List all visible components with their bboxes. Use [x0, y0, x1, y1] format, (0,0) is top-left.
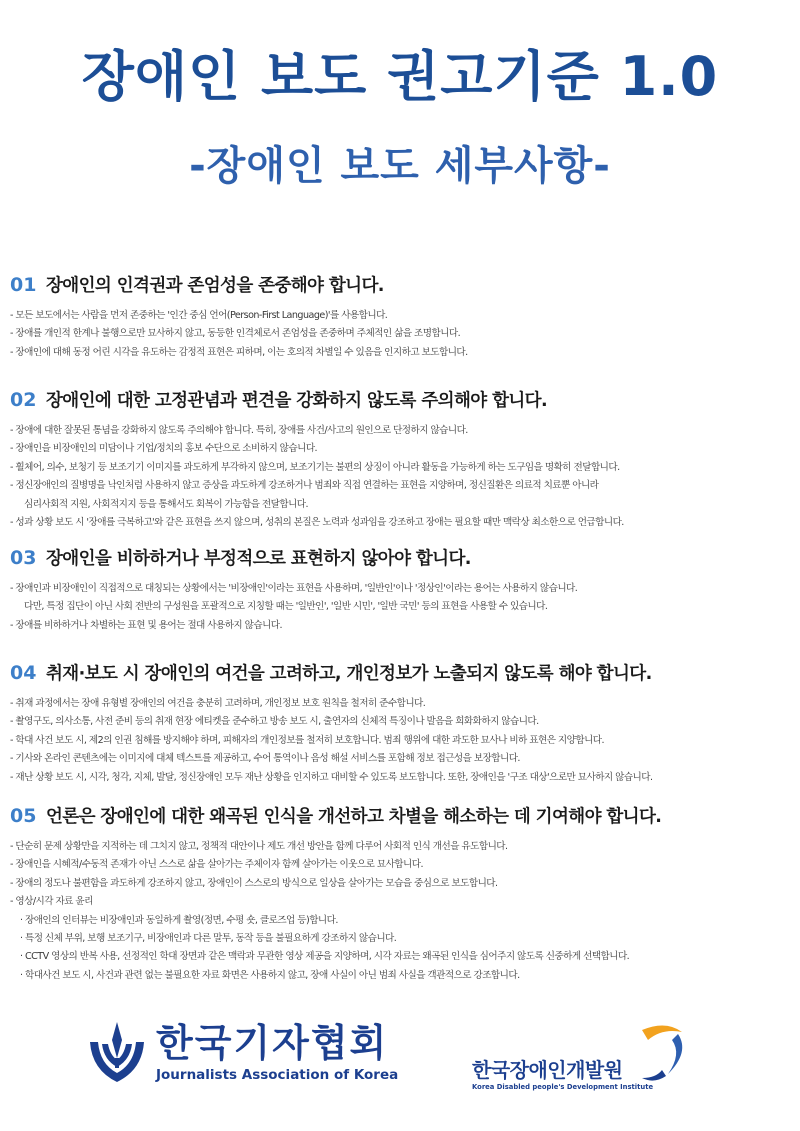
- section-number: 01: [10, 274, 37, 296]
- list-item: - 장애인을 시혜적/수동적 존재가 아닌 스스로 삶을 살아가는 주체이자 함께 살아가는 이웃으로 묘사합니다.: [10, 859, 423, 871]
- list-item: - 취재 과정에서는 장애 유형별 장애인의 여건을 충분히 고려하며, 개인정보 보호 원칙을 철저히 준수합니다.: [10, 698, 426, 709]
- list-item: - 기사와 온라인 콘텐츠에는 이미지에 대체 텍스트를 제공하고, 수어 통역이나 음성 해설 서비스를 포함해 정보 접근성을 보장합니다.: [10, 753, 520, 765]
- section-03: [10, 545, 795, 635]
- section-title: 언론은 장애인에 대한 왜곡된 인식을 개선하고 차별을 해소하는 데 기여해야 합니다.: [46, 807, 662, 827]
- list-item: - 촬영구도, 의사소통, 사전 준비 등의 취재 현장 에티켓을 준수하고 방송 보도 시, 출연자의 신체적 특징이나 발음을 희화화하지 않습니다.: [10, 716, 539, 728]
- list-item: - 정신장애인의 질병명을 낙인처럼 사용하지 않고 증상을 과도하게 강조하거나 범죄와 직접 연결하는 표현을 지양하며, 정신질환은 의료적 치료뿐 아니라: [10, 480, 599, 492]
- section-items: [10, 422, 795, 532]
- list-subitem: · 특정 신체 부위, 보행 보조기구, 비장애인과 다른 말투, 동작 등을 불필요하게 강조하지 않습니다.: [20, 933, 397, 945]
- list-item: - 장애에 대한 잘못된 통념을 강화하지 않도록 주의해야 합니다. 특히, 장애를 사건/사고의 원인으로 단정하지 않습니다.: [10, 425, 468, 436]
- section-04: [10, 660, 795, 787]
- footer-logos: [0, 1010, 800, 1110]
- section-header: [10, 387, 795, 412]
- list-subitem: · CCTV 영상의 반복 사용, 선정적인 학대 장면과 같은 맥락과 무관한 영상 제공을 지양하며, 시각 자료는 왜곡된 인식을 심어주지 않도록 신중하게 선택합니다.: [20, 951, 630, 963]
- page-title: 장애인 보도 권고기준 1.0: [81, 45, 719, 108]
- koddi-name: 한국장애인개발원: [472, 1058, 623, 1082]
- list-item-continuation: 다만, 특정 집단이 아닌 사회 전반의 구성원을 포괄적으로 지칭할 때는 '일반인', '일반 시민', '일반 국민' 등의 표현을 사용할 수 있습니다.: [24, 601, 548, 613]
- section-title: 장애인의 인격권과 존엄성을 존중해야 합니다.: [46, 276, 384, 296]
- section-header: [10, 545, 795, 570]
- section-02: [10, 387, 795, 532]
- list-item: - 학대 사건 보도 시, 제2의 인권 침해를 방지해야 하며, 피해자의 개인정보를 철저히 보호합니다. 범죄 행위에 대한 과도한 묘사나 비하 표현은 지양합니다.: [10, 734, 605, 746]
- swirl-emblem-icon: [632, 1018, 692, 1088]
- list-subitem: · 학대사건 보도 시, 사건과 관련 없는 불필요한 자료 화면은 사용하지 않고, 장애 사실이 아닌 범죄 사실을 객관적으로 강조합니다.: [20, 969, 520, 981]
- pen-emblem-icon: [86, 1018, 148, 1088]
- list-item: - 장애의 정도나 불편함을 과도하게 강조하지 않고, 장애인이 스스로의 방식으로 일상을 살아가는 모습을 중심으로 보도합니다.: [10, 877, 498, 889]
- list-item: - 성과 상황 보도 시 '장애를 극복하고'와 같은 표현을 쓰지 않으며, 성취의 본질은 노력과 성과임을 강조하고 장애는 필요할 때만 맥락상 최소한으로 언급합니다.: [10, 517, 624, 529]
- section-header: [10, 803, 795, 828]
- list-item: - 재난 상황 보도 시, 시각, 청각, 지체, 발달, 정신장애인 모두 재난 상황을 인지하고 대비할 수 있도록 보도합니다. 또한, 장애인을 '구조 대상'으로만 묘사하지 않습니다.: [10, 771, 653, 783]
- section-header: [10, 272, 795, 297]
- page-subtitle: -장애인 보도 세부사항-: [189, 143, 611, 189]
- section-title: 장애인을 비하하거나 부정적으로 표현하지 않아야 합니다.: [46, 549, 471, 569]
- section-items: [10, 695, 795, 787]
- list-item: - 단순히 문제 상황만을 지적하는 데 그치지 않고, 정책적 대안이나 제도 개선 방안을 함께 다루어 사회적 인식 개선을 유도합니다.: [10, 841, 508, 852]
- list-item: - 장애를 개인적 한계나 불행으로만 묘사하지 않고, 동등한 인격체로서 존엄성을 존중하며 주체적인 삶을 조명합니다.: [10, 328, 461, 340]
- section-05: [10, 803, 795, 985]
- section-number: 02: [10, 389, 37, 411]
- section-items: [10, 838, 795, 985]
- kja-text: [156, 1023, 398, 1083]
- list-subitem: · 장애인의 인터뷰는 비장애인과 동일하게 촬영(정면, 수평 숏, 클로즈업 등)합니다.: [20, 914, 338, 926]
- section-items: [10, 580, 795, 635]
- list-item: - 모든 보도에서는 사람을 먼저 존중하는 '인간 중심 언어(Person-First Language)'를 사용합니다.: [10, 310, 388, 321]
- koddi-logo: [472, 1018, 722, 1098]
- list-item-continuation: 심리사회적 지원, 사회적지지 등을 통해서도 회복이 가능함을 전달합니다.: [24, 498, 309, 510]
- list-item: - 장애를 비하하거나 차별하는 표현 및 용어는 절대 사용하지 않습니다.: [10, 619, 282, 631]
- section-title: 장애인에 대한 고정관념과 편견을 강화하지 않도록 주의해야 합니다.: [46, 391, 548, 411]
- kja-logo: [86, 1018, 398, 1088]
- koddi-english-name: Korea Disabled people's Development Institute: [472, 1083, 654, 1091]
- section-number: 03: [10, 547, 37, 569]
- kja-name: 한국기자협회: [156, 1021, 389, 1065]
- section-number: 05: [10, 805, 37, 827]
- list-item: - 장애인을 비장애인의 미담이나 기업/정치의 홍보 수단으로 소비하지 않습니다.: [10, 443, 318, 455]
- section-items: [10, 307, 795, 362]
- kja-english-name: Journalists Association of Korea: [156, 1067, 399, 1083]
- list-item: - 영상/시각 자료 윤리: [10, 896, 93, 908]
- section-number: 04: [10, 662, 37, 684]
- list-item: - 장애인에 대해 동정 어린 시각을 유도하는 감정적 표현은 피하며, 이는 호의적 차별일 수 있음을 인지하고 보도합니다.: [10, 346, 468, 358]
- section-title: 취재·보도 시 장애인의 여건을 고려하고, 개인정보가 노출되지 않도록 해야 합니다.: [46, 664, 652, 684]
- section-header: [10, 660, 795, 685]
- section-01: [10, 272, 795, 362]
- list-item: - 장애인과 비장애인이 직접적으로 대칭되는 상황에서는 '비장애인'이라는 표현을 사용하며, '일반인'이나 '정상인'이라는 용어는 사용하지 않습니다.: [10, 583, 578, 594]
- list-item: - 휠체어, 의수, 보청기 등 보조기기 이미지를 과도하게 부각하지 않으며, 보조기기는 불편의 상징이 아니라 활동을 가능하게 하는 도구임을 명확히 전달합니다.: [10, 461, 620, 473]
